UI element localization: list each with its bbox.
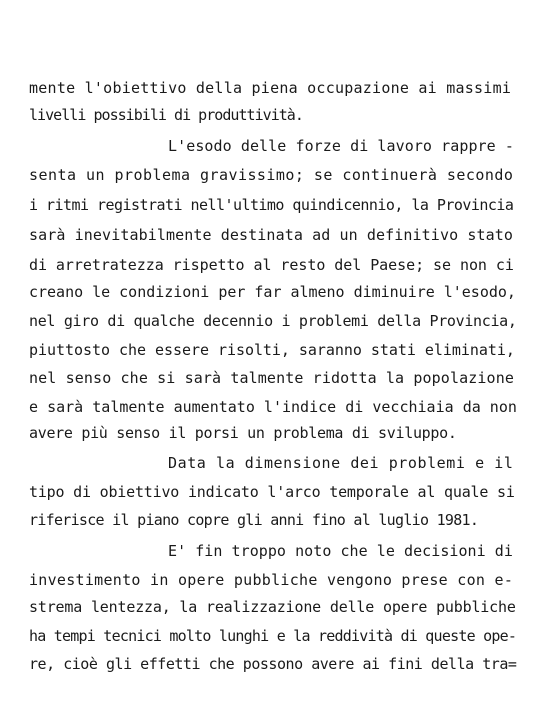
text-line-10: piuttosto che essere risolti, saranno stati eliminati, [29, 341, 515, 359]
text-line-2: livelli possibili di produttività. [29, 106, 303, 124]
text-line-15: tipo di obiettivo indicato l'arco temporale al quale si [29, 483, 515, 501]
text-line-9: nel giro di qualche decennio i problemi della Provincia, [29, 312, 517, 330]
text-line-11: nel senso che si sarà talmente ridotta la popolazione [29, 369, 515, 387]
text-line-5: i ritmi registrati nell'ultimo quindicennio, la Provincia [29, 196, 514, 214]
text-line-18: investimento in opere pubbliche vengono prese con e- [29, 571, 514, 589]
text-line-12: e sarà talmente aumentato l'indice di vecchiaia da non [29, 398, 517, 416]
text-line-6: sarà inevitabilmente destinata ad un definitivo stato [29, 226, 513, 244]
text-line-19: strema lentezza, la realizzazione delle opere pubbliche [29, 598, 516, 616]
text-line-13: avere più senso il porsi un problema di sviluppo. [29, 424, 457, 442]
text-line-8: creano le condizioni per far almeno diminuire l'esodo, [29, 283, 516, 301]
text-line-3: L'esodo delle forze di lavoro rappre - [168, 137, 514, 155]
text-line-16: riferisce il piano copre gli anni fino al luglio 1981. [29, 511, 479, 529]
text-line-14: Data la dimensione dei problemi e il [168, 454, 514, 472]
text-line-1: mente l'obiettivo della piena occupazione ai massimi [29, 79, 512, 97]
text-line-7: di arretratezza rispetto al resto del Paese; se non ci [29, 256, 514, 274]
text-line-21: re, cioè gli effetti che possono avere ai fini della tra= [29, 655, 517, 673]
text-line-17: E' fin troppo noto che le decisioni di [168, 542, 513, 560]
text-line-20: ha tempi tecnici molto lunghi e la reddività di queste ope- [29, 627, 517, 645]
text-line-4: senta un problema gravissimo; se continuerà secondo [29, 166, 514, 184]
